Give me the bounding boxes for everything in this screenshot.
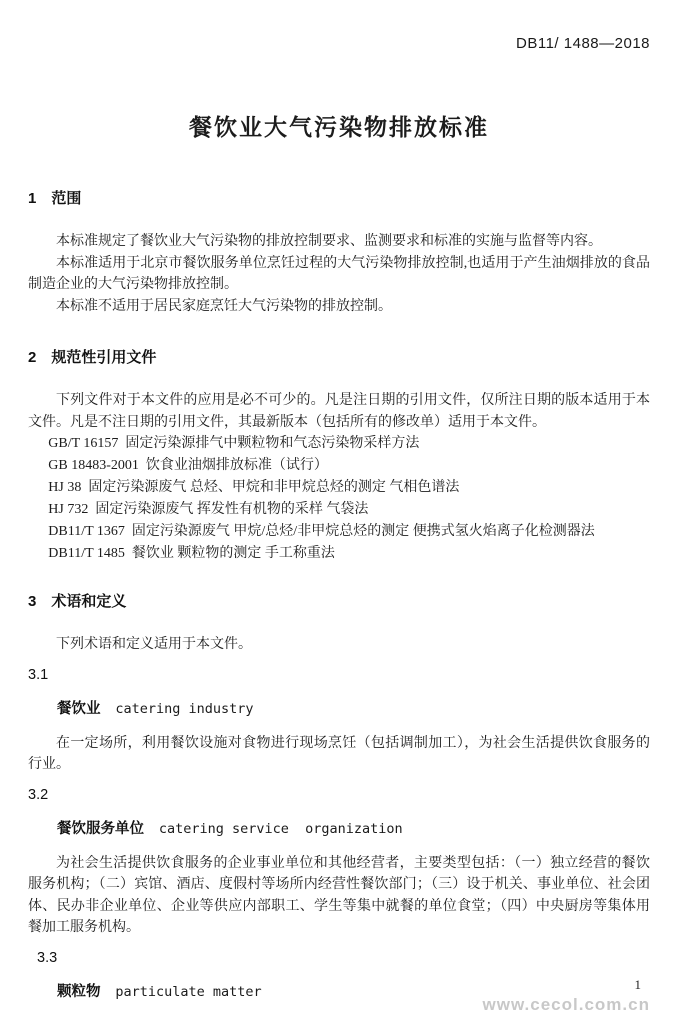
term-definition: 在一定场所，利用餐饮设施对食物进行现场烹饪（包括调制加工），为社会生活提供饮食服务的行业。: [28, 735, 650, 772]
page-number: 1: [634, 977, 641, 992]
section-normative-references: [28, 346, 650, 565]
term-number: 3.1: [28, 666, 49, 683]
reference-item: DB11/T 1485 餐饮业 颗粒物的测定 手工称重法: [48, 546, 335, 561]
section-1-number: 1: [28, 190, 37, 207]
term-number: 3.2: [28, 786, 49, 803]
section-scope: [28, 187, 650, 317]
reference-item: HJ 732 固定污染源废气 挥发性有机物的采样 气袋法: [48, 502, 369, 517]
paragraph: 本标准适用于北京市餐饮服务单位烹饪过程的大气污染物排放控制,也适用于产生油烟排放的食品制造企业的大气污染物排放控制。: [28, 255, 650, 292]
term-heading: [28, 817, 650, 838]
reference-item: GB 18483-2001 饮食业油烟排放标准（试行）: [48, 458, 328, 473]
section-3-title: 术语和定义: [51, 593, 127, 610]
term-block: [28, 950, 650, 1002]
document-title: 餐饮业大气污染物排放标准: [189, 114, 489, 140]
paragraph: 下列文件对于本文件的应用是必不可少的。凡是注日期的引用文件，仅所注日期的版本适用于本文件。凡是不注日期的引用文件，其最新版本（包括所有的修改单）适用于本文件。: [28, 393, 650, 430]
section-1-title: 范围: [51, 190, 82, 207]
section-3-body: [28, 634, 650, 1001]
reference-item: DB11/T 1367 固定污染源废气 甲烷/总烃/非甲烷总烃的测定 便携式氢火焰离子化检测器法: [48, 524, 595, 539]
section-2-heading: [28, 346, 650, 367]
term-definition: 为社会生活提供饮食服务的企业事业单位和其他经营者，主要类型包括：（一）独立经营的餐饮服务机构；（二）宾馆、酒店、度假村等场所内经营性餐饮部门；（三）设于机关、事业单位、社会团体、民办非企业单位、企业等供应内部职工、学生等集中就餐的单位食堂；（四）中央厨房等集体用餐加工服务机构。: [28, 855, 650, 935]
term-en-label: particulate matter: [115, 984, 262, 1000]
section-3-number: 3: [28, 593, 37, 610]
reference-item: GB/T 16157 固定污染源排气中颗粒物和气态污染物采样方法: [48, 436, 420, 451]
section-2-body: [28, 390, 650, 565]
paragraph: 下列术语和定义适用于本文件。: [56, 637, 252, 652]
term-heading: [28, 697, 650, 718]
standard-code: DB11/ 1488—2018: [516, 35, 650, 52]
watermark: www.cecol.com.cn: [482, 995, 650, 1014]
section-3-heading: [28, 590, 650, 611]
term-number: 3.3: [37, 949, 58, 966]
reference-item: HJ 38 固定污染源废气 总烃、甲烷和非甲烷总烃的测定 气相色谱法: [48, 480, 460, 495]
term-block: [28, 787, 650, 939]
term-zh-label: 餐饮服务单位: [57, 821, 144, 837]
term-en-label: catering industry: [115, 701, 254, 717]
term-zh-label: 颗粒物: [57, 984, 101, 1000]
section-2-title: 规范性引用文件: [51, 349, 157, 366]
term-zh-label: 餐饮业: [57, 701, 101, 717]
paragraph: 本标准规定了餐饮业大气污染物的排放控制要求、监测要求和标准的实施与监督等内容。: [56, 234, 602, 249]
section-1-heading: [28, 187, 650, 208]
section-terms-definitions: [28, 590, 650, 1001]
term-block: [28, 667, 650, 776]
section-1-body: [28, 231, 650, 317]
section-2-number: 2: [28, 349, 37, 366]
paragraph: 本标准不适用于居民家庭烹饪大气污染物的排放控制。: [56, 298, 392, 314]
reference-list: [28, 433, 650, 565]
term-en-label: catering service organization: [158, 821, 403, 837]
